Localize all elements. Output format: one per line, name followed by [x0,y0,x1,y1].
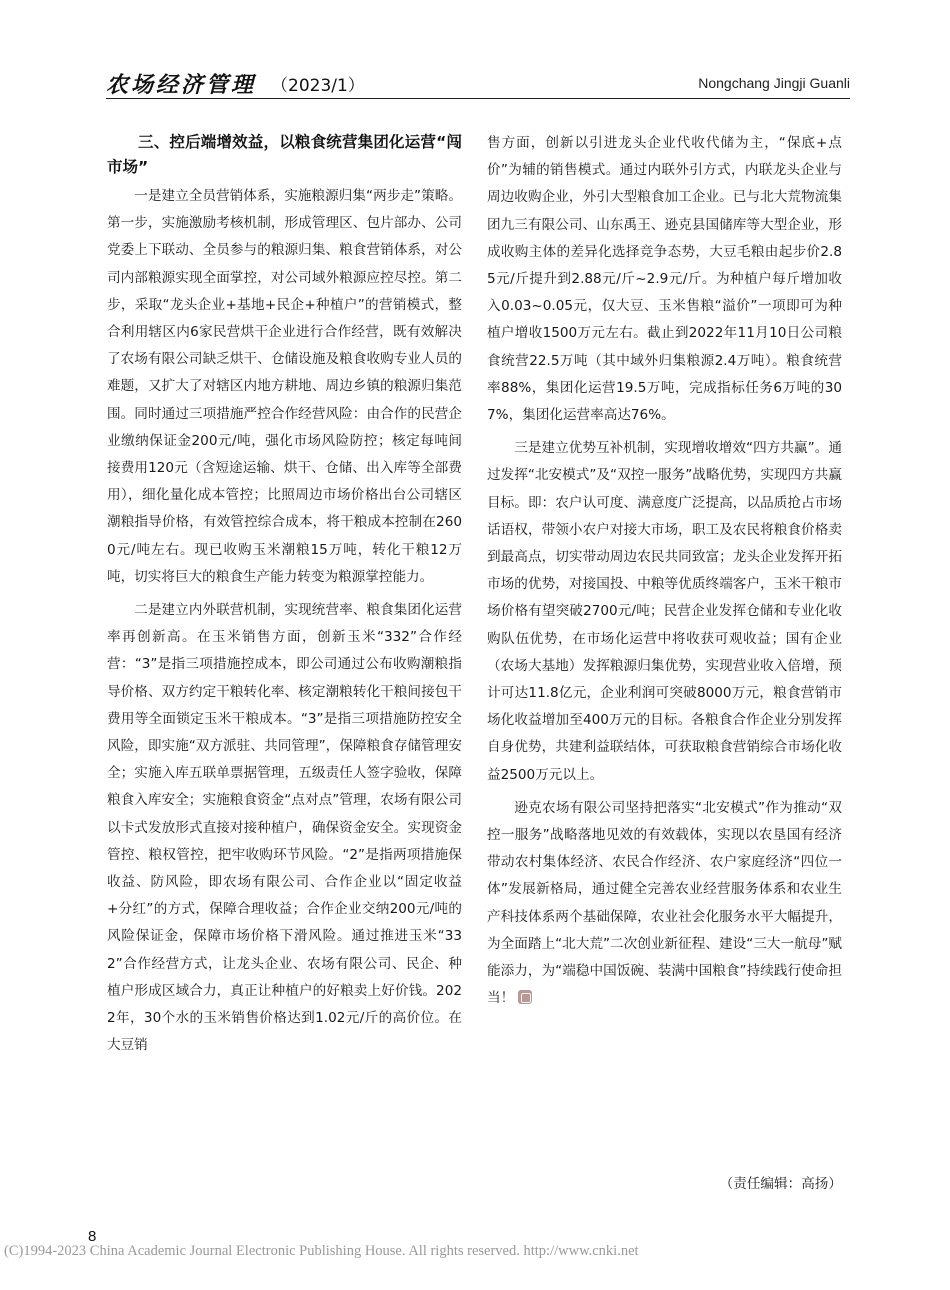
journal-title-english: Nongchang Jingji Guanli [698,75,850,91]
paragraph: 一是建立全员营销体系，实施粮源归集“两步走”策略。第一步，实施激励考核机制，形成管理区、包片部办、公司党委上下联动、全员参与的粮源归集、粮食营销体系，对公司内部粮源实现全面掌控，对公司域外粮源应控尽控。第二步，采取“龙头企业+基地+民企+种植户”的营销模式，整合利用辖区内6家民营烘干企业进行合作经营，既有效解决了农场有限公司缺乏烘干、仓储设施及粮食收购专业人员的难题，又扩大了对辖区内地方耕地、周边乡镇的粮源归集范围。同时通过三项措施严控合作经营风险：由合作的民营企业缴纳保证金200元/吨，强化市场风险防控；核定每吨间接费用120元（含短途运输、烘干、仓储、出入库等全部费用），细化量化成本管控；比照周边市场价格出台公司辖区潮粮指导价格，有效管控综合成本，将干粮成本控制在2600元/吨左右。现已收购玉米潮粮15万吨，转化干粮12万吨，切实将巨大的粮食生产能力转变为粮源掌控能力。 [107,188,462,585]
paragraph-continued: 售方面，创新以引进龙头企业代收代储为主，“保底+点价”为辅的销售模式。通过内联外引方式，内联龙头企业与周边收购企业，外引大型粮食加工企业。已与北大荒物流集团九三有限公司、山东禹王、逊克县国储库等大型企业，形成收购主体的差异化选择竞争态势，大豆毛粮由起步价2.85元/斤提升到2.88元/斤~2.9元/斤。为种植户每斤增加收入0.03~0.05元，仅大豆、玉米售粮“溢价”一项即可为种植户增收1500万元左右。截止到2022年11月10日公司粮食统营22.5万吨（其中域外归集粮源2.4万吨）。粮食统营率88%，集团化运营19.5万吨，完成指标任务6万吨的307%，集团化运营率高达76%。 [487,135,842,424]
article-end-mark-icon [518,990,532,1004]
running-header [106,68,850,99]
closing-paragraph-text: 逊克农场有限公司坚持把落实“北安模式”作为推动“双控一服务”战略落地见效的有效载体，实现以农垦国有经济带动农村集体经济、农民合作经济、农户家庭经济“四位一体”发展新格局，通过健全完善农业经营服务体系和农业生产科技体系两个基础保障，农业社会化服务水平大幅提升，为全面踏上“北大荒”二次创业新征程、建设“三大一航母”赋能添力，为“端稳中国饭碗、装满中国粮食”持续践行使命担当！ [487,799,842,1007]
page-number: 8 [88,1228,97,1245]
paragraph: 三是建立优势互补机制，实现增收增效“四方共赢”。通过发挥“北安模式”及“双控一服务”战略优势，实现四方共赢目标。即：农户认可度、满意度广泛提高，以品质抢占市场话语权，带领小农户对接大市场，职工及农民将粮食价格卖到最高点，切实带动周边农民共同致富；龙头企业发挥开拓市场的优势，对接国投、中粮等优质终端客户，玉米干粮市场价格有望突破2700元/吨；民营企业发挥仓储和专业化收购队伍优势，在市场化运营中将收获可观收益；国有企业（农场大基地）发挥粮源归集优势，实现营业收入倍增，预计可达11.8亿元，企业利润可突破8000万元，粮食营销市场化收益增加至400万元的目标。各粮食合作企业分别发挥自身优势，共建利益联结体，可获取粮食营销综合市场化收益2500万元以上。 [487,440,842,783]
copyright-footer: (C)1994-2023 China Academic Journal Electronic Publishing House. All rights reserved. http://www.cnki.net [4,1243,639,1259]
paragraph: 二是建立内外联营机制，实现统营率、粮食集团化运营率再创新高。在玉米销售方面，创新玉米“332”合作经营：“3”是指三项措施控成本，即公司通过公布收购潮粮指导价格、双方约定干粮转化率、核定潮粮转化干粮间接包干费用等全面锁定玉米干粮成本。“3”是指三项措施防控安全风险，即实施“双方派驻、共同管理”，保障粮食存储管理安全；实施入库五联单票据管理，五级责任人签字验收，保障粮食入库安全；实施粮食资金“点对点”管理，农场有限公司以卡式发放形式直接对接种植户，确保资金安全。实现资金管控、粮权管控，把牢收购环节风险。“2”是指两项措施保收益、防风险，即农场有限公司、合作企业以“固定收益+分红”的方式，保障合理收益；合作企业交纳200元/吨的风险保证金，保障市场价格下滑风险。通过推进玉米“332”合作经营方式，让龙头企业、农场有限公司、民企、种植户形成区域合力，真正让种植户的好粮卖上好价钱。2022年，30个水的玉米销售价格达到1.02元/斤的高价位。在大豆销 [107,602,462,1054]
section-heading: 三、控后端增效益，以粮食统营集团化运营“闯市场” [107,133,462,176]
right-column [487,130,842,1019]
responsible-editor: （责任编辑：高扬） [719,1176,842,1192]
closing-paragraph [487,795,842,1013]
journal-issue: （2023/1） [271,76,365,96]
journal-title: 农场经济管理 [106,72,257,98]
left-column [107,130,462,1066]
